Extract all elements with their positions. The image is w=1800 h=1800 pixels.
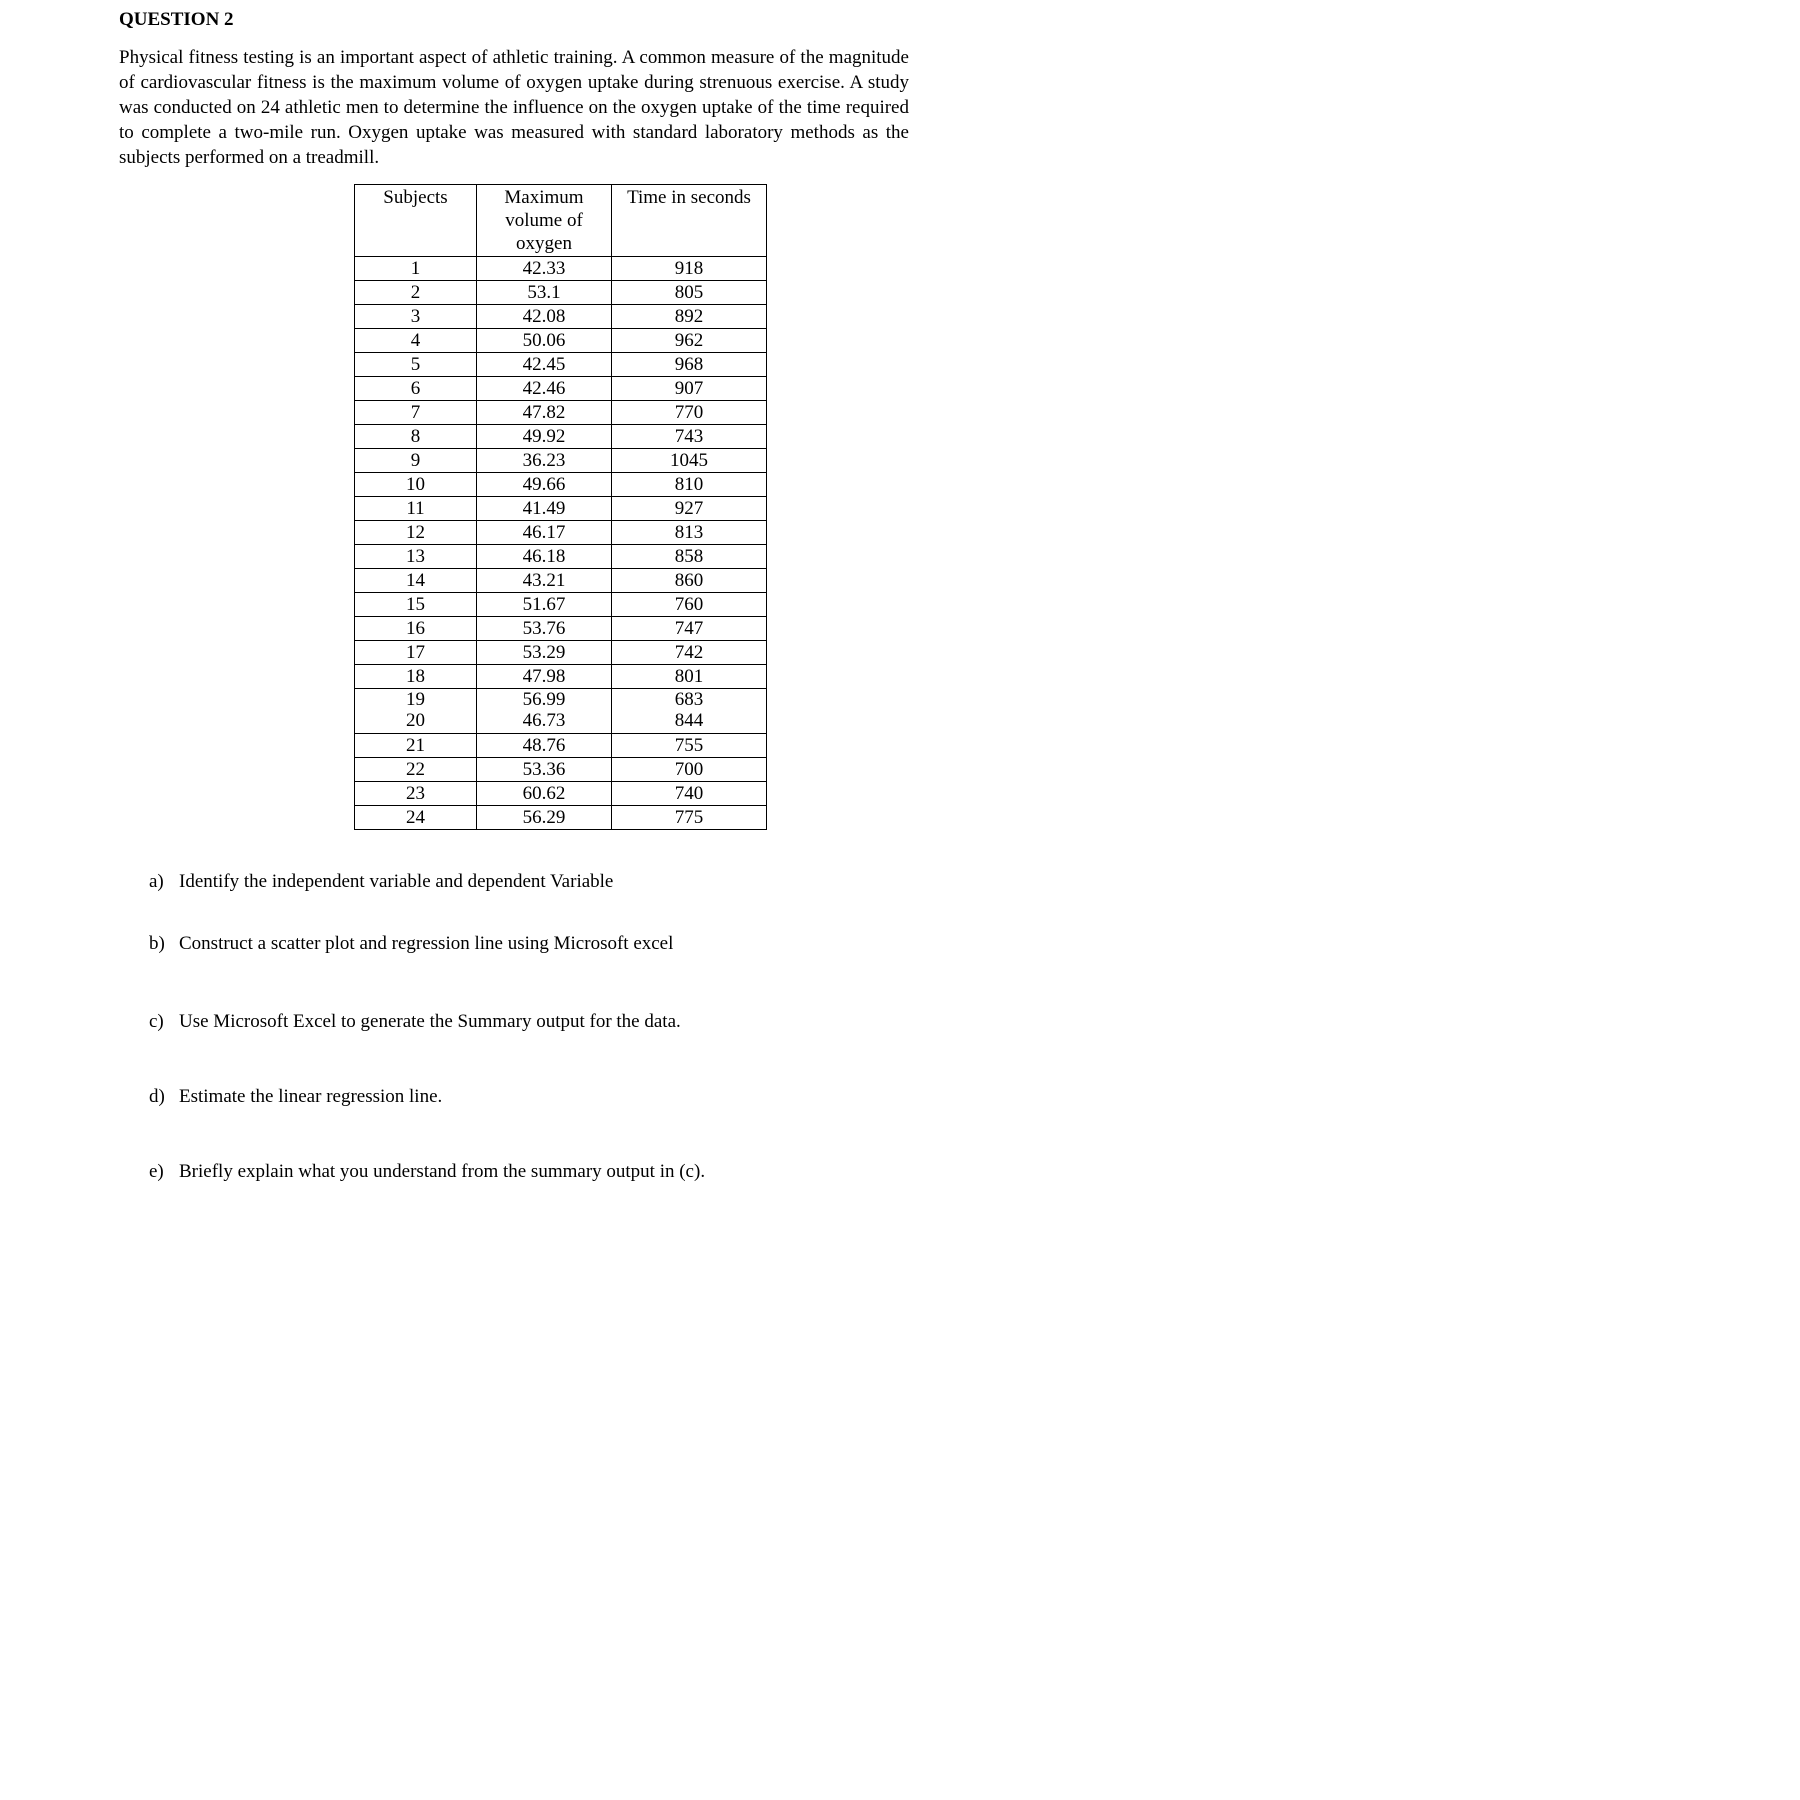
cell-time: 813 <box>612 521 767 545</box>
cell-subject: 16 <box>355 617 477 641</box>
cell-subject: 24 <box>355 806 477 830</box>
table-row <box>355 377 767 401</box>
cell-subject: 10 <box>355 473 477 497</box>
question-b <box>149 932 673 956</box>
cell-time: 770 <box>612 401 767 425</box>
table-row <box>355 665 767 689</box>
cell-oxygen: 53.1 <box>477 281 612 305</box>
cell-subject: 4 <box>355 329 477 353</box>
header-oxygen <box>477 185 612 257</box>
cell-time: 740 <box>612 782 767 806</box>
cell-subject: 21 <box>355 734 477 758</box>
cell-time: 918 <box>612 257 767 281</box>
cell-time: 801 <box>612 665 767 689</box>
cell-time: 892 <box>612 305 767 329</box>
question-a-label: a) <box>149 871 164 892</box>
cell-subject: 8 <box>355 425 477 449</box>
question-a <box>149 870 613 894</box>
cell-time: 927 <box>612 497 767 521</box>
question-d-text: Estimate the linear regression line. <box>179 1086 443 1107</box>
cell-oxygen: 50.06 <box>477 329 612 353</box>
cell-subject: 9 <box>355 449 477 473</box>
question-c-label: c) <box>149 1011 164 1032</box>
cell-time: 844 <box>674 710 704 731</box>
question-d-label: d) <box>149 1086 165 1107</box>
question-c-text: Use Microsoft Excel to generate the Summary output for the data. <box>179 1011 681 1032</box>
cell-oxygen: 49.66 <box>477 473 612 497</box>
cell-oxygen: 47.82 <box>477 401 612 425</box>
cell-subject: 13 <box>355 545 477 569</box>
table-row <box>355 281 767 305</box>
table-row <box>355 593 767 617</box>
table-row <box>355 257 767 281</box>
cell-time: 683 <box>674 689 704 710</box>
cell-subject: 5 <box>355 353 477 377</box>
header-oxygen-line1: Maximum <box>504 187 584 208</box>
cell-oxygen: 51.67 <box>477 593 612 617</box>
cell-oxygen: 46.18 <box>477 545 612 569</box>
question-b-text: Construct a scatter plot and regression line using Microsoft excel <box>179 933 674 954</box>
cell-time: 860 <box>612 569 767 593</box>
table-row <box>355 617 767 641</box>
cell-time-pair <box>612 689 767 734</box>
cell-time: 962 <box>612 329 767 353</box>
cell-subject: 20 <box>406 710 425 731</box>
table-row-merged <box>355 689 767 734</box>
table-row <box>355 425 767 449</box>
cell-oxygen: 36.23 <box>477 449 612 473</box>
question-c <box>149 1010 681 1034</box>
cell-time: 747 <box>612 617 767 641</box>
cell-oxygen: 56.29 <box>477 806 612 830</box>
question-heading: QUESTION 2 <box>119 9 234 30</box>
cell-time: 742 <box>612 641 767 665</box>
question-e-label: e) <box>149 1161 164 1182</box>
cell-subject: 7 <box>355 401 477 425</box>
cell-subject: 3 <box>355 305 477 329</box>
cell-subject: 18 <box>355 665 477 689</box>
header-subjects: Subjects <box>355 185 477 257</box>
cell-oxygen-pair <box>477 689 612 734</box>
table-row <box>355 521 767 545</box>
question-b-label: b) <box>149 933 165 954</box>
cell-oxygen: 43.21 <box>477 569 612 593</box>
table-row <box>355 734 767 758</box>
table-row <box>355 758 767 782</box>
cell-time: 755 <box>612 734 767 758</box>
cell-time: 775 <box>612 806 767 830</box>
cell-time: 805 <box>612 281 767 305</box>
table-row <box>355 353 767 377</box>
cell-oxygen: 42.08 <box>477 305 612 329</box>
cell-time: 700 <box>612 758 767 782</box>
cell-oxygen: 53.29 <box>477 641 612 665</box>
question-d <box>149 1085 442 1109</box>
data-table <box>354 184 767 830</box>
cell-subject: 11 <box>355 497 477 521</box>
table-row <box>355 782 767 806</box>
cell-subject: 23 <box>355 782 477 806</box>
table-row <box>355 305 767 329</box>
cell-oxygen: 42.33 <box>477 257 612 281</box>
cell-time: 760 <box>612 593 767 617</box>
cell-subject: 22 <box>355 758 477 782</box>
table-row <box>355 449 767 473</box>
header-oxygen-line2: volume of <box>505 210 583 231</box>
question-e <box>149 1160 705 1184</box>
header-time: Time in seconds <box>612 185 767 257</box>
table-row <box>355 569 767 593</box>
table-row <box>355 473 767 497</box>
cell-subject: 1 <box>355 257 477 281</box>
cell-subject: 19 <box>406 689 425 710</box>
cell-oxygen: 46.17 <box>477 521 612 545</box>
cell-subject: 12 <box>355 521 477 545</box>
intro-paragraph: Physical fitness testing is an important aspect of athletic training. A common measure of the magnitude of cardiovascular fitness is the maximum volume of oxygen uptake during strenuous exercise. A study was conducted on 24 athletic men to determine the influence on the oxygen uptake of the time required to complete a two-mile run. Oxygen uptake was measured with standard laboratory methods as the subjects performed on a treadmill. <box>119 47 909 168</box>
cell-oxygen: 47.98 <box>477 665 612 689</box>
cell-oxygen: 60.62 <box>477 782 612 806</box>
cell-subject: 14 <box>355 569 477 593</box>
cell-subject: 15 <box>355 593 477 617</box>
cell-oxygen: 56.99 <box>522 689 566 710</box>
cell-oxygen: 42.45 <box>477 353 612 377</box>
cell-time: 810 <box>612 473 767 497</box>
cell-oxygen: 42.46 <box>477 377 612 401</box>
cell-oxygen: 41.49 <box>477 497 612 521</box>
cell-time: 907 <box>612 377 767 401</box>
cell-subject: 6 <box>355 377 477 401</box>
header-oxygen-line3: oxygen <box>516 233 572 254</box>
cell-oxygen: 53.36 <box>477 758 612 782</box>
table-row <box>355 641 767 665</box>
cell-oxygen: 48.76 <box>477 734 612 758</box>
cell-subject: 17 <box>355 641 477 665</box>
table-row <box>355 497 767 521</box>
question-e-text: Briefly explain what you understand from the summary output in (c). <box>179 1161 706 1182</box>
cell-oxygen: 46.73 <box>522 710 566 731</box>
question-a-text: Identify the independent variable and dependent Variable <box>179 871 614 892</box>
cell-time: 1045 <box>612 449 767 473</box>
cell-subject-pair <box>355 689 477 734</box>
cell-time: 743 <box>612 425 767 449</box>
cell-oxygen: 49.92 <box>477 425 612 449</box>
cell-subject: 2 <box>355 281 477 305</box>
table-header-row <box>355 185 767 257</box>
table-row <box>355 806 767 830</box>
table-row <box>355 401 767 425</box>
table-row <box>355 329 767 353</box>
cell-time: 968 <box>612 353 767 377</box>
cell-time: 858 <box>612 545 767 569</box>
cell-oxygen: 53.76 <box>477 617 612 641</box>
table-row <box>355 545 767 569</box>
